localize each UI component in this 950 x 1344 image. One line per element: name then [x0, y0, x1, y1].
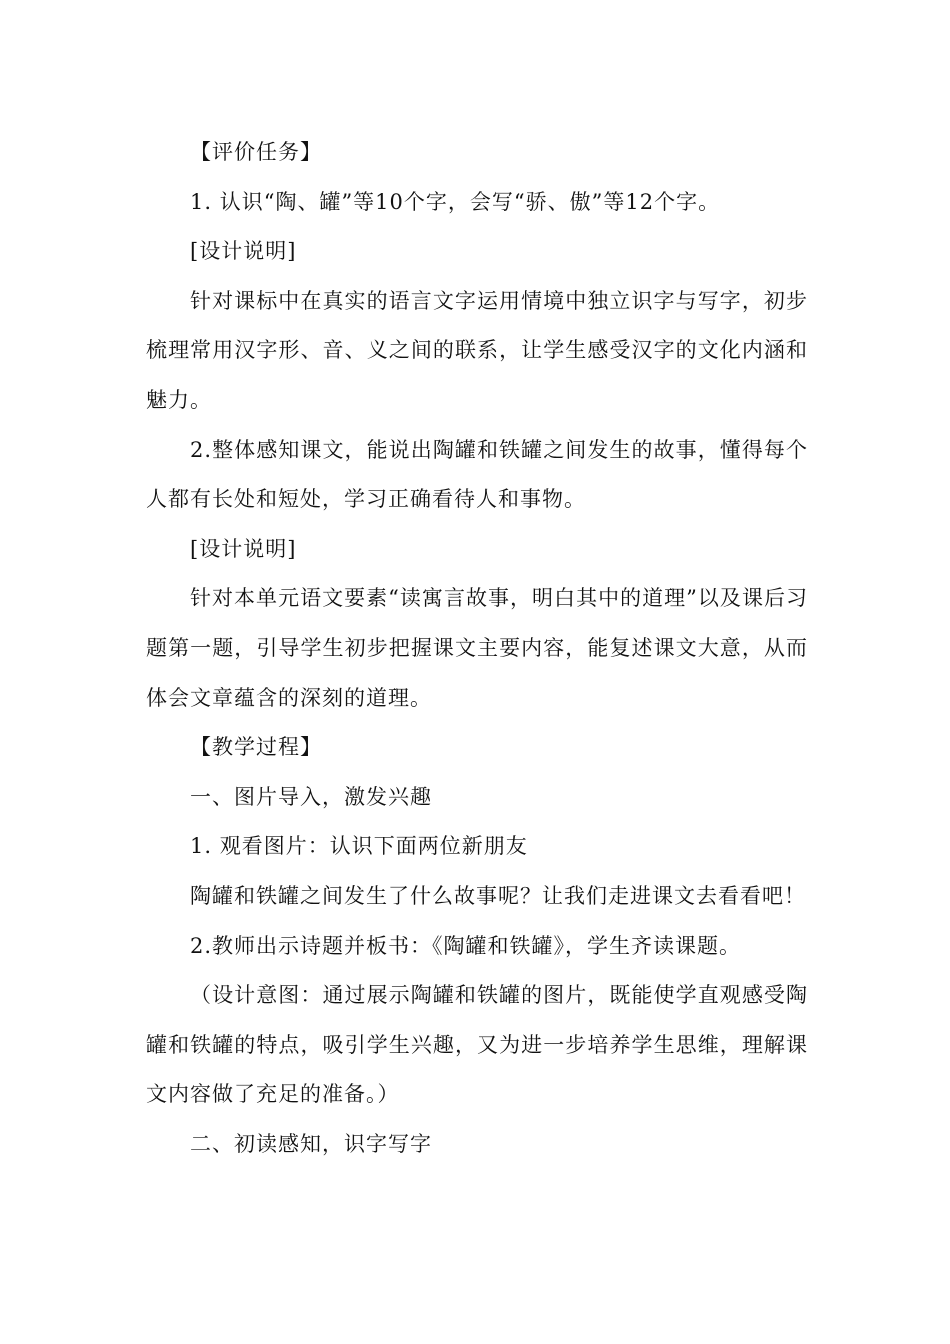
- design-note-label-1: [设计说明]: [190, 239, 297, 264]
- design-note-text-1: 针对课标中在真实的语言文字运用情境中独立识字与写字，初步梳理常用汉字形、音、义之间的联系，让学生感受汉字的文化内涵和魅力。: [146, 288, 808, 412]
- design-intent-note: （设计意图：通过展示陶罐和铁罐的图片，既能使学直观感受陶罐和铁罐的特点，吸引学生兴趣，又为进一步培养学生思维，理解课文内容做了充足的准备。）: [146, 983, 808, 1107]
- section-heading-2: 二、初读感知，识字写字: [190, 1131, 432, 1156]
- task-item-1: 1. 认识“陶、罐”等10个字，会写“骄、傲”等12个字。: [190, 189, 721, 214]
- step-item-1: 1. 观看图片：认识下面两位新朋友: [190, 834, 528, 859]
- section-heading-1: 一、图片导入，激发兴趣: [190, 784, 432, 809]
- document-body: [146, 128, 808, 1169]
- evaluation-task-heading: 【评价任务】: [190, 140, 322, 164]
- design-note-label-2: [设计说明]: [190, 536, 297, 561]
- teaching-process-heading: 【教学过程】: [190, 735, 322, 760]
- step-question: 陶罐和铁罐之间发生了什么故事呢？让我们走进课文去看看吧！: [190, 883, 806, 908]
- step-item-2: 2.教师出示诗题并板书：《陶罐和铁罐》，学生齐读课题。: [190, 933, 742, 958]
- design-note-text-2: 针对本单元语文要素“读寓言故事，明白其中的道理”以及课后习题第一题，引导学生初步把握课文主要内容，能复述课文大意，从而体会文章蕴含的深刻的道理。: [146, 586, 808, 710]
- task-item-2: 2.整体感知课文，能说出陶罐和铁罐之间发生的故事，懂得每个人都有长处和短处，学习正确看待人和事物。: [146, 437, 808, 512]
